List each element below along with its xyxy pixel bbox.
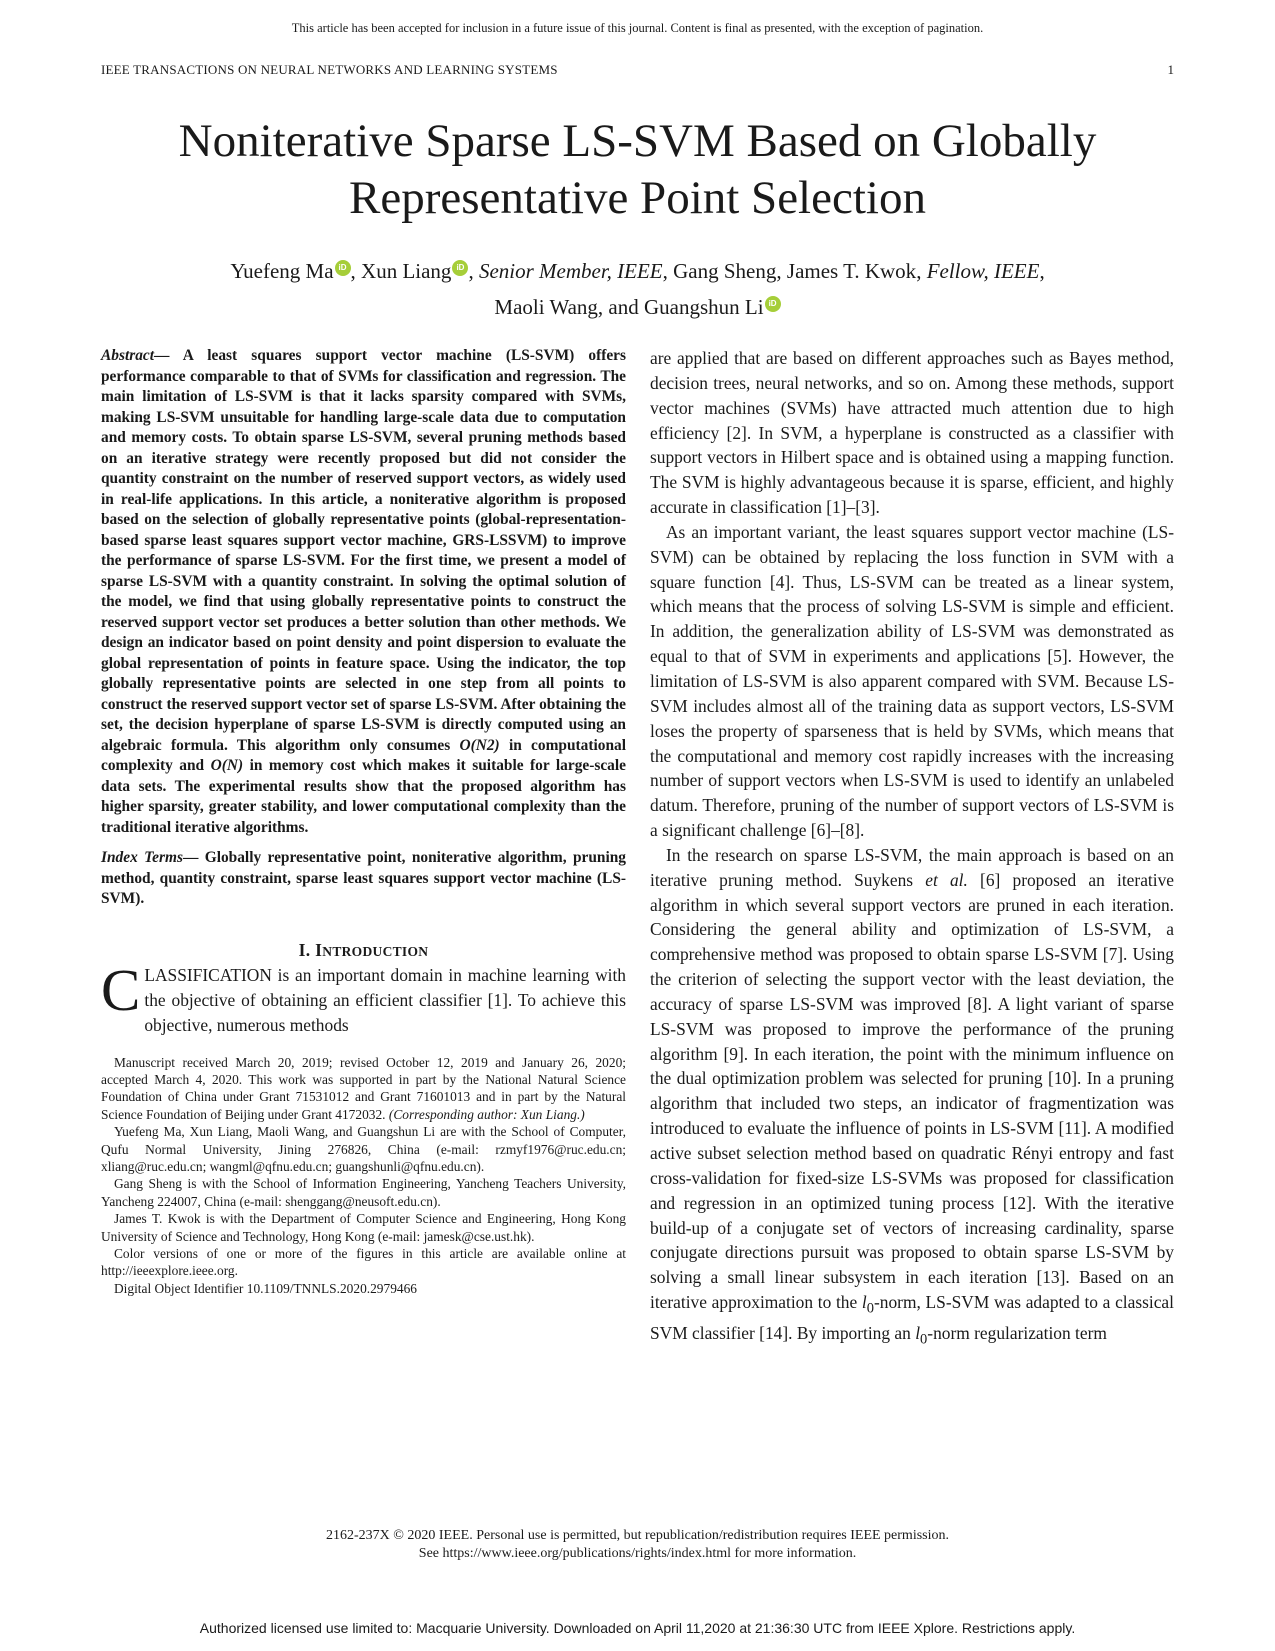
- complexity-term: O(N): [210, 757, 244, 774]
- right-column: [650, 346, 1174, 1353]
- authorized-use-notice: Authorized licensed use limited to: Macquarie University. Downloaded on April 11,2020 at 21:36:30 UTC from IEEE Xplore. Restrictions apply.: [199, 1620, 1076, 1636]
- title-line-2: Representative Point Selection: [349, 172, 926, 224]
- index-terms: Index Terms— Globally representative point, noniterative algorithm, pruning method, quantity constraint, sparse least squares support vector machine (LS-SVM).: [101, 849, 626, 907]
- footnote-affiliation: Yuefeng Ma, Xun Liang, Maoli Wang, and Guangshun Li are with the School of Computer, Qufu Normal University, Jining 276826, China (e-mail: rzmyf1976@ruc.edu.cn; xliang@ruc.edu.cn; wangml@qfnu.edu.cn; guangshunli@qfnu.edu.cn).: [101, 1124, 626, 1174]
- footnote-affiliation: Gang Sheng is with the School of Information Engineering, Yancheng Teachers University, Yancheng 224007, China (e-mail: shenggang@neusoft.edu.cn).: [101, 1176, 626, 1209]
- author-name: Yuefeng Ma: [230, 259, 334, 283]
- index-terms-label: Index Terms: [101, 849, 183, 866]
- orcid-icon[interactable]: iD: [452, 260, 468, 276]
- drop-cap: C: [101, 956, 141, 1023]
- introduction-paragraph: [101, 956, 626, 1038]
- body-paragraph: As an important variant, the least squares support vector machine (LS-SVM) can be obtained by replacing the loss function in SVM with a square function [4]. Thus, LS-SVM can be treated as a linear system, which means that the process of solving LS-SVM is simple and efficient. In addition, the generalization ability of LS-SVM was demonstrated as equal to that of SVM in experiments and applications [5]. However, the limitation of LS-SVM is also apparent compared with SVM. Because LS-SVM includes almost all of the training data as support vectors, LS-SVM loses the property of sparseness that is held by SVMs, which means that the computational and memory cost rapidly increases with the increasing number of support vectors when LS-SVM is used to identify an unlabeled datum. Therefore, pruning of the number of support vectors of LS-SVM is a significant challenge [6]–[8].: [650, 521, 1174, 841]
- journal-running-head: IEEE TRANSACTIONS ON NEURAL NETWORKS AND LEARNING SYSTEMS: [101, 62, 558, 77]
- copyright-notice: 2162-237X © 2020 IEEE. Personal use is permitted, but republication/redistribution requires IEEE permission. See https://www.ieee.org/publications/rights/index.html for more information.: [325, 1528, 949, 1561]
- introduction-text: LASSIFICATION is an important domain in machine learning with the objective of obtaining an efficient classifier [1]. To achieve this objective, numerous methods: [144, 964, 626, 1035]
- orcid-icon[interactable]: iD: [335, 260, 351, 276]
- footnotes: [101, 1054, 626, 1298]
- body-paragraph: In the research on sparse LS-SVM, the main approach is based on an iterative pruning method. Suykens et al. [6] proposed an iterative algorithm in which several support vectors are pruned in each iteration. Considering the general ability and optimization of LS-SVM, a comprehensive method was proposed to obtain sparse LS-SVM [7]. Using the criterion of selecting the support vector with the least deviation, the accuracy of sparse LS-SVM was improved [8]. A light variant of sparse LS-SVM was proposed to improve the performance of the pruning algorithm [9]. In each iteration, the point with the minimum influence on the dual optimization problem was selected for pruning [10]. In a pruning algorithm that included two steps, an indicator of fragmentization was introduced to evaluate the influence of points in LS-SVM [11]. A modified active subset selection method based on quadratic Rényi entropy and fast cross-validation for fixed-size LS-SVMs was proposed for classification and regression in an optimized tuning process [12]. With the iterative build-up of a conjugate set of vectors of increasing cardinality, sparse conjugate directions pursuit was proposed to obtain sparse LS-SVM by solving a small linear subsystem in each iteration [13]. Based on an iterative approximation to the $l_0$-norm, LS-SVM was adapted to a classical SVM classifier [14]. By importing an $l_0$-norm regularization term: [650, 844, 1174, 1348]
- orcid-icon[interactable]: iD: [765, 296, 781, 312]
- author-list: Yuefeng Ma iD , Xun Liang iD , Senior Member, IEEE, Gang Sheng, James T. Kwok, Fellow, IEEE, Maoli Wang, and Guangshun Li iD: [230, 259, 1045, 319]
- title-line-1: Noniterative Sparse LS-SVM Based on Globally: [178, 115, 1097, 167]
- index-terms-text: Globally representative point, noniterative algorithm, pruning method, quantity constraint, sparse least squares support vector machine (LS-SVM).: [101, 849, 626, 907]
- author-name: Maoli Wang: [494, 295, 598, 319]
- left-column: [101, 346, 626, 1297]
- author-name: Gang Sheng: [673, 259, 777, 283]
- page-number: 1: [1167, 62, 1174, 77]
- footnote-manuscript: Manuscript received March 20, 2019; revised October 12, 2019 and January 26, 2020; accepted March 4, 2020. This work was supported in part by the National Natural Science Foundation of China under Grant 71531012 and Grant 71601013 and in part by the Natural Science Foundation of Beijing under Grant 4172032. (Corresponding author: Xun Liang.): [101, 1054, 626, 1122]
- paper-title: [60, 113, 1215, 227]
- abstract: Abstract— A least squares support vector machine (LS-SVM) offers performance comparable to that of SVMs for classification and regression. The main limitation of LS-SVM is that it lacks sparsity compared with SVMs, making LS-SVM unsuitable for handling large-scale data due to computation and memory costs. To obtain sparse LS-SVM, several pruning methods based on an iterative strategy were recently proposed but did not consider the quantity constraint on the number of reserved support vectors, as widely used in real-life applications. In this article, a noniterative algorithm is proposed based on the selection of globally representative points (global-representation-based sparse least squares support vector machine, GRS-LSSVM) to improve the performance of sparse LS-SVM. For the first time, we present a model of sparse LS-SVM with a quantity constraint. In solving the optimal solution of the model, we find that using globally representative points to construct the reserved support vector set produces a better solution than other methods. We design an indicator based on point density and point dispersion to evaluate the global representation of points in feature space. Using the indicator, the top globally representative points are selected in one step from all points to construct the reserved support vector set of sparse LS-SVM. After obtaining the set, the decision hyperplane of sparse LS-SVM is directly computed using an algebraic formula. This algorithm only consumes O(N2) in computational complexity and O(N) in memory cost which makes it suitable for large-scale data sets. The experimental results show that the proposed algorithm has higher sparsity, greater stability, and lower computational complexity than the traditional iterative algorithms.: [101, 347, 627, 836]
- abstract-text: A least squares support vector machine (LS-SVM) offers performance comparable to that of SVMs for classification and regression. The main limitation of LS-SVM is that it lacks sparsity compared with SVMs, making LS-SVM unsuitable for handling large-scale data due to computation and memory costs. To obtain sparse LS-SVM, several pruning methods based on an iterative strategy were recently proposed but did not consider the quantity constraint on the number of reserved support vectors, as widely used in real-life applications. In this article, a noniterative algorithm is proposed based on the selection of globally representative points (global-representation-based sparse least squares support vector machine, GRS-LSSVM) to improve the performance of sparse LS-SVM. For the first time, we present a model of sparse LS-SVM with a quantity constraint. In solving the optimal solution of the model, we find that using globally representative points to construct the reserved support vector set produces a better solution than other methods. We design an indicator based on point density and point dispersion to evaluate the global representation of points in feature space. Using the indicator, the top globally representative points are selected in one step from all points to construct the reserved support vector set of sparse LS-SVM. After obtaining the set, the decision hyperplane of sparse LS-SVM is directly computed using an algebraic formula. This algorithm only consumes: [101, 347, 627, 754]
- abstract-text: in memory cost which makes it suitable for large-scale data sets. The experimental results show that the proposed algorithm has higher sparsity, greater stability, and lower computational complexity than the traditional iterative algorithms.: [101, 757, 626, 836]
- author-name: James T. Kwok: [786, 259, 917, 283]
- footnote-affiliation: James T. Kwok is with the Department of Computer Science and Engineering, Hong Kong University of Science and Technology, Hong Kong (e-mail: jamesk@cse.ust.hk).: [101, 1211, 626, 1244]
- author-membership: Fellow, IEEE: [926, 259, 1040, 283]
- corresponding-author: (Corresponding author: Xun Liang.): [388, 1106, 585, 1122]
- abstract-text: in computational complexity and: [101, 736, 626, 774]
- section-heading-introduction: I. INTRODUCTION: [298, 939, 429, 960]
- footnote-color-note: Color versions of one or more of the figures in this article are available online at http://ieeexplore.ieee.org.: [101, 1245, 626, 1279]
- abstract-label: Abstract: [101, 347, 155, 364]
- body-paragraph: are applied that are based on different approaches such as Bayes method, decision trees, neural networks, and so on. Among these methods, support vector machines (SVMs) have attracted much attention due to high efficiency [2]. In SVM, a hyperplane is constructed as a classifier with support vectors in Hilbert space and is obtained using a mapping function. The SVM is highly advantageous because it is sparse, efficient, and highly accurate in classification [1]–[3].: [650, 348, 1174, 518]
- footnote-doi: Digital Object Identifier 10.1109/TNNLS.2020.2979466: [114, 1280, 417, 1296]
- author-name: Xun Liang: [361, 259, 452, 283]
- complexity-term: O(N2): [459, 736, 500, 754]
- acceptance-notice: This article has been accepted for inclusion in a future issue of this journal. Content is final as presented, with the exception of pagination.: [291, 21, 984, 35]
- author-membership: Senior Member, IEEE: [478, 259, 663, 283]
- author-name: Guangshun Li: [644, 295, 764, 319]
